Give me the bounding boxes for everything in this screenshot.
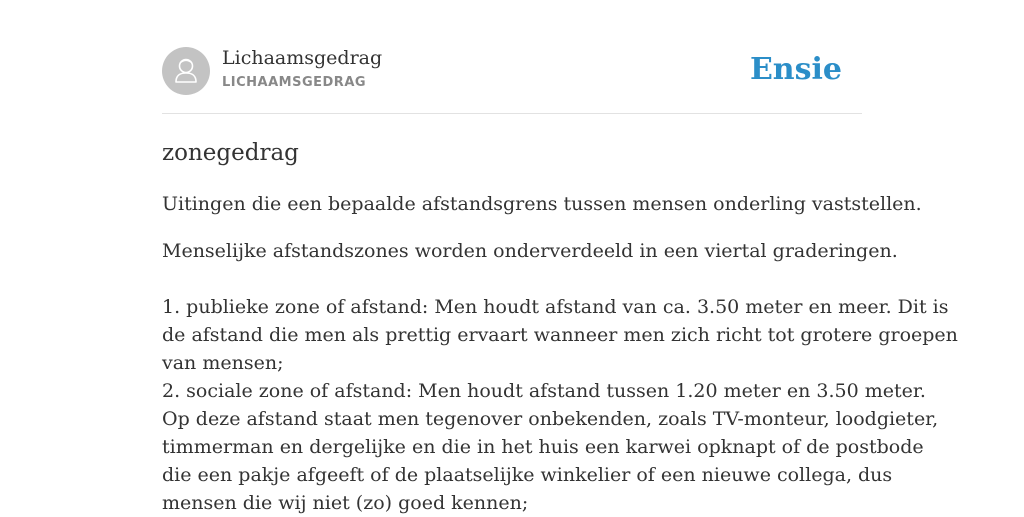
user-icon: [162, 47, 210, 95]
body-line: Menselijke afstandszones worden onderverdeeld in een viertal graderingen.: [162, 240, 898, 262]
entry-page: [162, 0, 958, 514]
entry-definition: Uitingen die een bepaalde afstandsgrens tussen mensen onderling vaststellen.: [162, 193, 922, 215]
entry-header: [162, 46, 862, 114]
author-subtitle: LICHAAMSGEDRAG: [222, 75, 367, 90]
body-line: Op deze afstand staat men tegenover onbekenden, zoals TV-monteur, loodgieter,: [162, 408, 939, 430]
body-line: die een pakje afgeeft of de plaatselijke winkelier of een nieuwe collega, dus: [162, 464, 893, 486]
paragraph-gap: [162, 265, 862, 293]
body-line: van mensen;: [162, 352, 284, 374]
author-name[interactable]: Lichaamsgedrag: [222, 47, 383, 69]
entry-title: zonegedrag: [162, 140, 299, 166]
entry-body: [162, 237, 958, 517]
body-line: timmerman en dergelijke en die in het huis een karwei opknapt of de postbode: [162, 436, 924, 458]
body-line: 1. publieke zone of afstand: Men houdt afstand van ca. 3.50 meter en meer. Dit is: [162, 296, 949, 318]
body-line: 2. sociale zone of afstand: Men houdt afstand tussen 1.20 meter en 3.50 meter.: [162, 380, 926, 402]
body-line: de afstand die men als prettig ervaart wanneer men zich richt tot grotere groepen: [162, 324, 958, 346]
avatar[interactable]: [162, 47, 210, 95]
body-line: mensen die wij niet (zo) goed kennen;: [162, 492, 529, 514]
brand-logo-link[interactable]: Ensie: [749, 52, 842, 87]
